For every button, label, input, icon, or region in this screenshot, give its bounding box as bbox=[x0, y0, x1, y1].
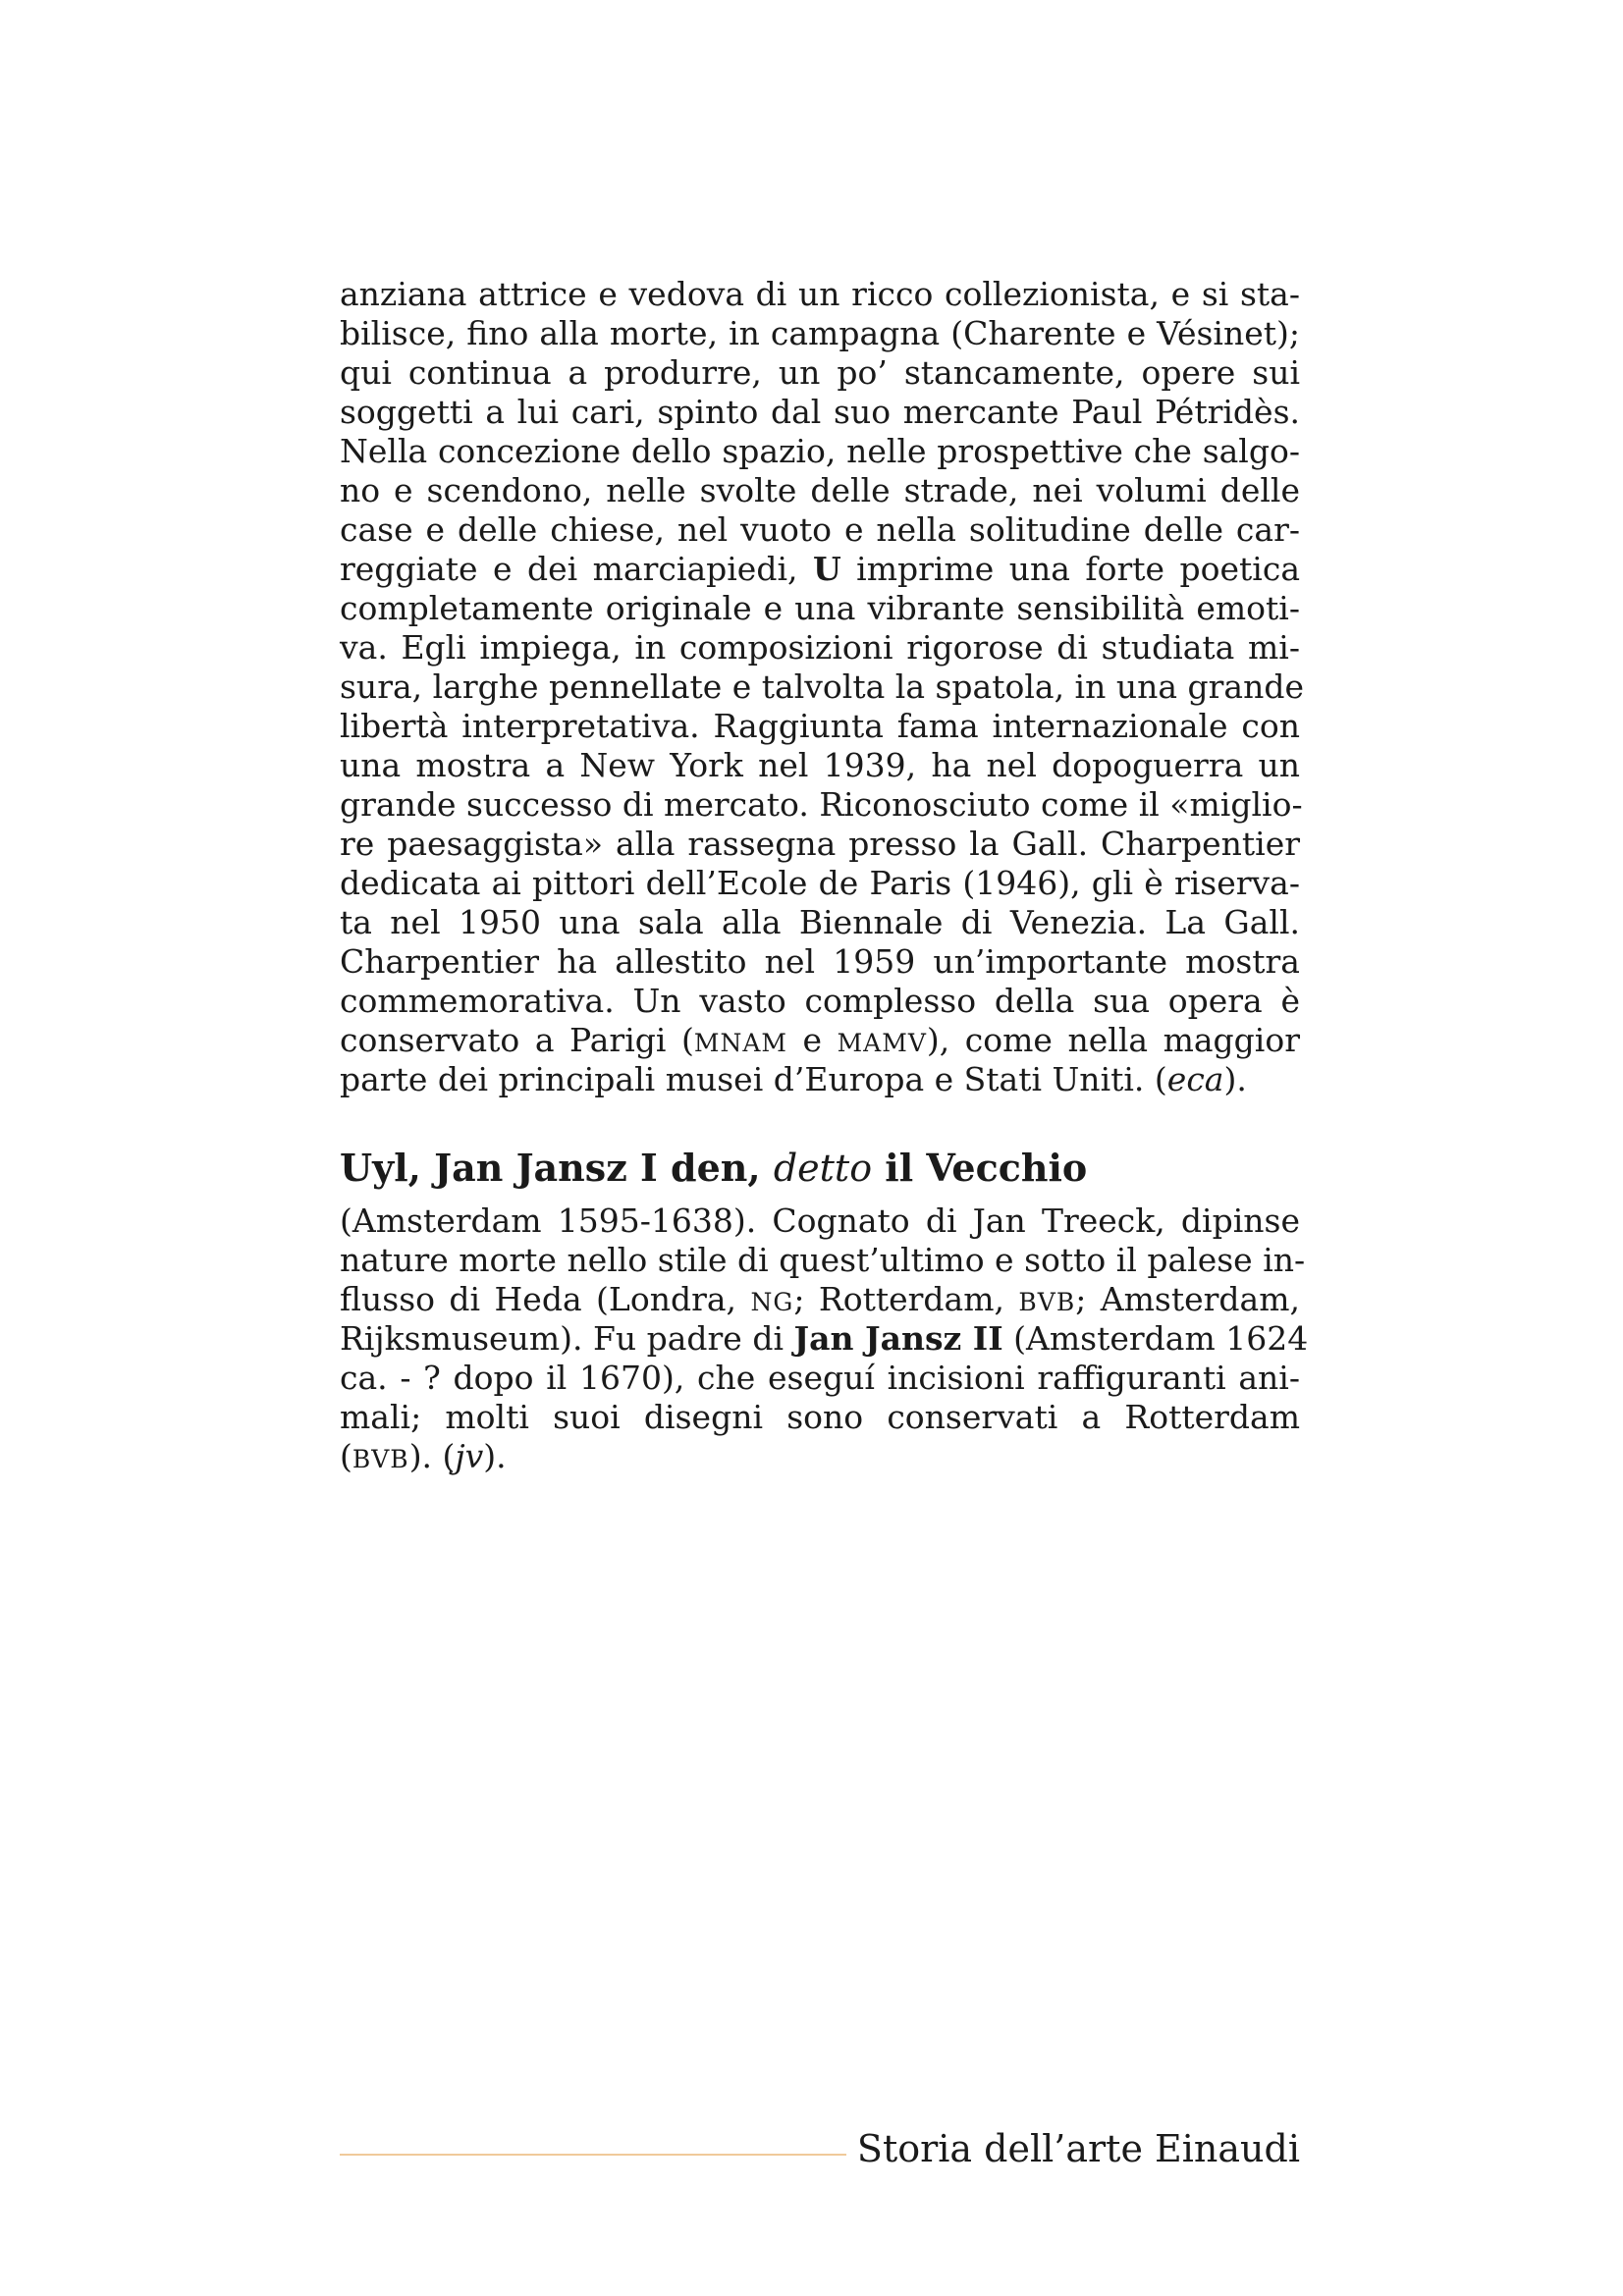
text-line: completamente originale e una vibrante sensibilità emoti- bbox=[340, 589, 1300, 627]
text-line: (Amsterdam 1595-1638). Cognato di Jan Treeck, dipinse bbox=[340, 1201, 1300, 1240]
text-line: dedicata ai pittori dell’Ecole de Paris (1946), gli è riserva- bbox=[340, 864, 1300, 902]
text-line: qui continua a produrre, un po’ stancamente, opere sui bbox=[340, 353, 1300, 392]
text-line bbox=[340, 1021, 1300, 1060]
text-run: conservato a Parigi ( bbox=[340, 1021, 694, 1059]
museum-abbr: BVB bbox=[352, 1445, 409, 1473]
text-run: imprime una forte poetica bbox=[840, 550, 1300, 588]
text-line bbox=[340, 550, 1300, 589]
text-run: ; Rotterdam, bbox=[793, 1280, 1019, 1318]
entry-heading-name: Uyl, Jan Jansz I den, bbox=[340, 1146, 774, 1190]
museum-abbr: NG bbox=[750, 1288, 794, 1316]
artist-initial: U bbox=[812, 550, 841, 588]
text-line: ta nel 1950 una sala alla Biennale di Venezia. La Gall. bbox=[340, 903, 1300, 941]
text-line: sura, larghe pennellate e talvolta la spatola, in una grande bbox=[340, 667, 1305, 706]
entry-heading-epithet: il Vecchio bbox=[872, 1146, 1088, 1190]
text-line bbox=[340, 1280, 1300, 1319]
footer-rule bbox=[340, 2154, 846, 2156]
text-run: ; Amsterdam, bbox=[1075, 1280, 1300, 1318]
text-run: parte dei principali musei d’Europa e Stati Uniti. ( bbox=[340, 1060, 1167, 1098]
text-line: va. Egli impiega, in composizioni rigorose di studiata mi- bbox=[340, 628, 1300, 667]
text-line: bilisce, fino alla morte, in campagna (Charente e Vésinet); bbox=[340, 314, 1300, 352]
text-line: Charpentier ha allestito nel 1959 un’importante mostra bbox=[340, 942, 1300, 981]
text-line: nature morte nello stile di quest’ultimo e sotto il palese in- bbox=[340, 1241, 1306, 1279]
entry-body bbox=[340, 1201, 1309, 1476]
text-run: ), come nella maggior bbox=[926, 1021, 1300, 1059]
text-line: re paesaggista» alla rassegna presso la Gall. Charpentier bbox=[340, 825, 1300, 863]
text-line: grande successo di mercato. Riconosciuto come il «miglio- bbox=[340, 785, 1303, 824]
museum-abbr: MNAM bbox=[693, 1029, 787, 1057]
text-line: ca. - ? dopo il 1670), che eseguí incisioni raffiguranti ani- bbox=[340, 1359, 1300, 1397]
artist-name: Jan Jansz II bbox=[793, 1319, 1003, 1358]
text-run: flusso di Heda (Londra, bbox=[340, 1280, 751, 1318]
entry-heading bbox=[340, 1145, 1087, 1192]
text-run: ( bbox=[340, 1437, 352, 1475]
text-line: commemorativa. Un vasto complesso della sua opera è bbox=[340, 982, 1300, 1020]
text-line: anziana attrice e vedova di un ricco collezionista, e si sta- bbox=[340, 275, 1300, 313]
text-line: libertà interpretativa. Raggiunta fama internazionale con bbox=[340, 707, 1300, 745]
text-line: soggetti a lui cari, spinto dal suo mercante Paul Pétridès. bbox=[340, 393, 1300, 431]
text-line bbox=[340, 1437, 1300, 1476]
text-run: ). bbox=[483, 1437, 507, 1475]
museum-abbr: MAMV bbox=[837, 1029, 927, 1057]
text-run: ). ( bbox=[408, 1437, 456, 1475]
text-line: mali; molti suoi disegni sono conservati a Rotterdam bbox=[340, 1398, 1300, 1436]
text-run: reggiate e dei marciapiedi, bbox=[340, 550, 813, 588]
text-line: Nella concezione dello spazio, nelle prospettive che salgo- bbox=[340, 432, 1300, 470]
text-line: case e delle chiese, nel vuoto e nella solitudine delle car- bbox=[340, 510, 1300, 549]
text-line bbox=[340, 1060, 1300, 1099]
text-line: no e scendono, nelle svolte delle strade, nei volumi delle bbox=[340, 471, 1300, 509]
text-run: ). bbox=[1223, 1060, 1247, 1098]
text-line: una mostra a New York nel 1939, ha nel dopoguerra un bbox=[340, 746, 1300, 784]
paragraph-continuation bbox=[340, 275, 1305, 1099]
text-run: e bbox=[786, 1021, 838, 1059]
text-run: Rijksmuseum). Fu padre di bbox=[340, 1319, 794, 1358]
footer-title: Storia dell’arte Einaudi bbox=[856, 2127, 1300, 2170]
museum-abbr: BVB bbox=[1018, 1288, 1076, 1316]
text-line bbox=[340, 1319, 1309, 1359]
entry-heading-italic: detto bbox=[773, 1147, 873, 1190]
text-run: (Amsterdam 1624 bbox=[1002, 1319, 1309, 1358]
author-initials: jv bbox=[455, 1437, 484, 1475]
author-initials: eca bbox=[1166, 1060, 1224, 1098]
